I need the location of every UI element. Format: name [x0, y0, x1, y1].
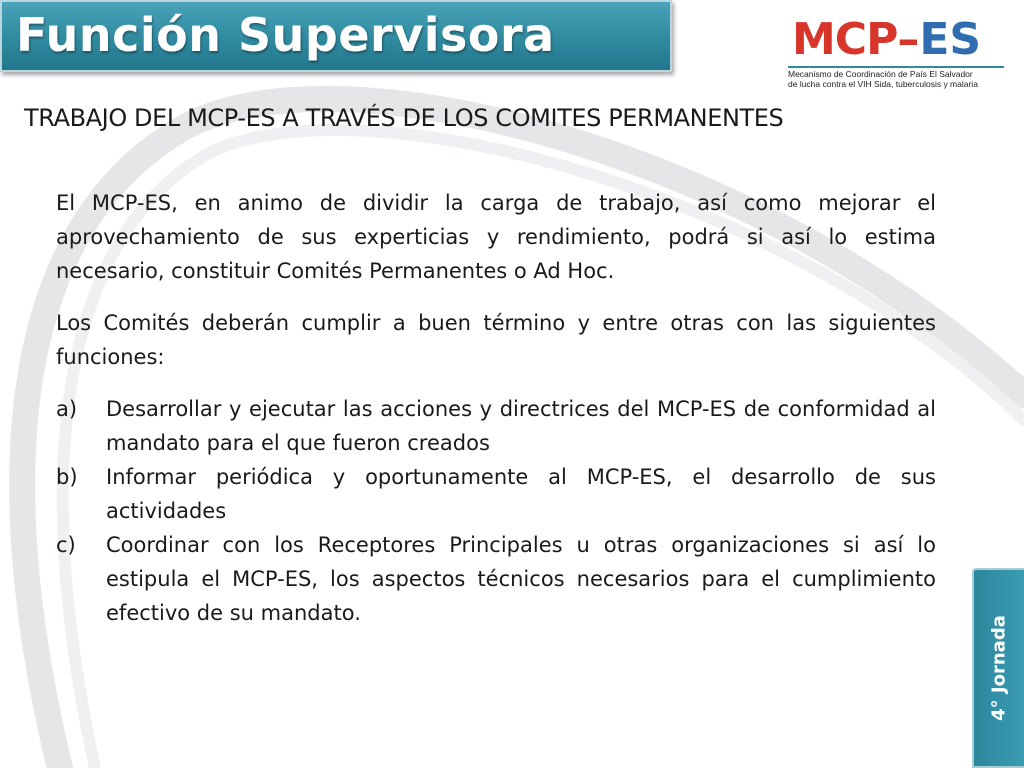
slide-title: Función Supervisora — [16, 8, 555, 62]
logo-subtitle — [788, 66, 1004, 89]
list-item-text: Desarrollar y ejecutar las acciones y directrices del MCP-ES de conformidad al mandato para el que fueron creados — [106, 397, 936, 455]
logo-es-text: ES — [919, 14, 982, 65]
list-marker: c) — [56, 533, 76, 557]
logo-wordmark — [792, 16, 981, 64]
logo-subtitle-line1: Mecanismo de Coordinación de País El Salvador — [788, 69, 973, 79]
list-item-text: Coordinar con los Receptores Principales u otras organizaciones si así lo estipula el MCP-ES, los aspectos técnicos necesarios para el cumplimiento efectivo de su mandato. — [106, 533, 936, 625]
list-item — [56, 392, 936, 460]
paragraph-intro: El MCP-ES, en animo de dividir la carga de trabajo, así como mejorar el aprovechamiento de sus experticias y rendimiento, podrá si así lo estima necesario, constituir Comités Permanentes o Ad Hoc. — [56, 191, 936, 283]
list-marker: a) — [56, 397, 78, 421]
list-item — [56, 528, 936, 630]
jornada-side-tab — [972, 568, 1024, 768]
jornada-label: 4° Jornada — [988, 615, 1010, 721]
list-item — [56, 460, 936, 528]
title-banner — [0, 0, 672, 72]
section-heading: TRABAJO DEL MCP-ES A TRAVÉS DE LOS COMITES PERMANENTES — [24, 104, 784, 132]
logo-mcp-text: MCP — [792, 14, 898, 65]
logo-dash: – — [897, 14, 920, 65]
paragraph-functions: Los Comités deberán cumplir a buen término y entre otras con las siguientes funciones: — [56, 311, 936, 369]
mcp-es-logo — [786, 14, 1006, 90]
functions-list — [56, 392, 936, 630]
list-item-text: Informar periódica y oportunamente al MCP-ES, el desarrollo de sus actividades — [106, 465, 936, 523]
list-marker: b) — [56, 465, 78, 489]
logo-subtitle-line2: de lucha contra el VIH Sida, tuberculosis y malaria — [788, 79, 978, 89]
slide-body — [56, 186, 936, 630]
